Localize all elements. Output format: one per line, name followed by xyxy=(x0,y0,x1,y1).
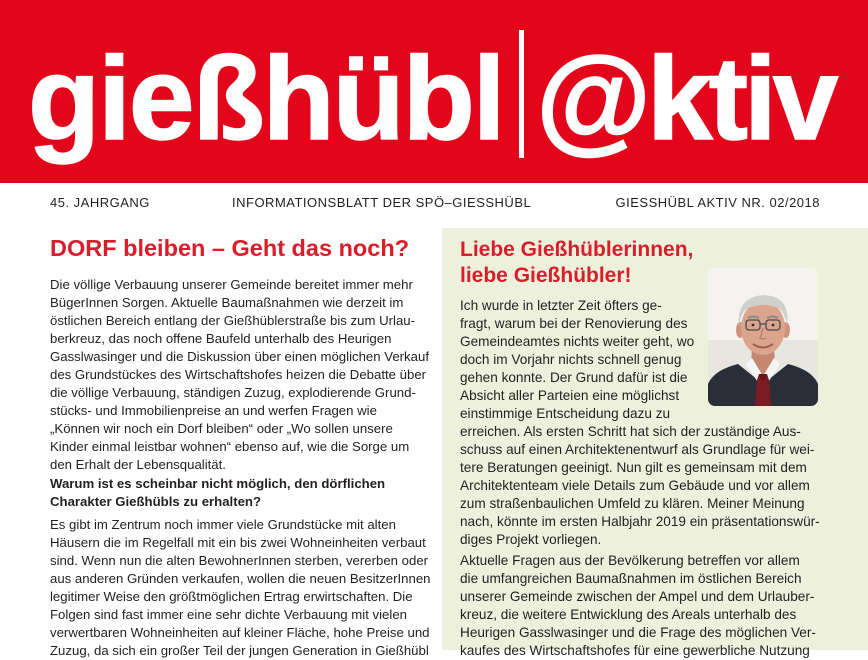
intro-text-line: „Können wir noch ein Dorf bleiben“ oder „Wo sollen unsere xyxy=(50,421,393,436)
letter-text-line: erreichen. Als ersten Schritt hat sich der zuständige Aus- xyxy=(460,424,801,439)
publication-label: INFORMATIONSBLATT DER SPÖ–GIESSHÜBL xyxy=(232,195,532,210)
body-text-line: Es gibt im Zentrum noch immer viele Grundstücke mit alten xyxy=(50,517,396,532)
letter-text-line: doch im Vorjahr nichts schnell genug xyxy=(460,352,682,367)
letter-text-line: fragt, warum bei der Renovierung des xyxy=(460,316,688,331)
body-text-line: legitimer Weise den größtmöglichen Ertrag erwirtschaften. Die xyxy=(50,589,413,604)
logo-divider xyxy=(519,30,524,158)
intro-text-line: des Grundstückes des Wirtschaftshofes heizen die Debatte über xyxy=(50,367,427,382)
article-intro xyxy=(50,276,429,474)
letter-text-line: Heurigen Gasslwasinger und die Frage des möglichen Ver- xyxy=(460,625,816,640)
intro-text-line: Die völlige Verbauung unserer Gemeinde bereitet immer mehr xyxy=(50,277,413,292)
body-text-line: aus anderen Gründen verkaufen, wollen die neuen BesitzerInnen xyxy=(50,571,431,586)
masthead-band xyxy=(0,0,868,183)
letter-text-line: die umfangreichen Baumaßnahmen im östlichen Bereich xyxy=(460,571,802,586)
article-title: DORF bleiben – Geht das noch? xyxy=(50,235,410,261)
letter-text-line: kaufes des Wirtschaftshofes für eine gewerbliche Nutzung xyxy=(460,643,810,658)
letter-paragraph-2 xyxy=(460,552,816,658)
letter-text-line: Aktuelle Fragen aus der Bevölkerung betreffen vor allem xyxy=(460,553,800,568)
letter-text-line: diges Projekt vorliegen. xyxy=(460,532,602,547)
body-text-line: verwertbaren Wohneinheiten auf kleiner Fläche, hohe Preise und xyxy=(50,625,430,640)
intro-text-line: berkreuz, das noch offene Baufeld unterhalb des Heurigen xyxy=(50,331,392,346)
letter-text-line: tere Beratungen geeinigt. Nun gilt es gemeinsam mit dem xyxy=(460,460,807,475)
intro-text-line: stücks- und Immobilienpreise an und werfen Fragen wie xyxy=(50,403,377,418)
letter-text-line: Architektenteam viele Details zum Gebäude und vor allem xyxy=(460,478,810,493)
letter-text-line: nach, könnte im ersten Halbjahr 2019 ein präsentationswür- xyxy=(460,514,820,529)
issue-label: GIESSHÜBL AKTIV NR. 02/2018 xyxy=(615,195,820,210)
letter-text-line: Ich wurde in letzter Zeit öfters ge- xyxy=(460,298,662,313)
greeting-line: liebe Gießhübler! xyxy=(460,264,632,287)
letter-text-line: gehen konnte. Der Grund dafür ist die xyxy=(460,370,688,385)
article-subheading xyxy=(50,475,385,511)
letter-text-line: Absicht aller Parteien eine möglichst xyxy=(460,388,680,403)
logo-text-giesshuebl: gießhübl xyxy=(28,33,504,165)
volume-label: 45. JAHRGANG xyxy=(50,195,150,210)
letter-text-line: einstimmige Entscheidung dazu zu xyxy=(460,406,671,421)
body-text-line: sind. Wenn nun die alten BewohnerInnen sterben, vererben oder xyxy=(50,553,429,568)
intro-text-line: die völlige Verbauung, ständigen Zuzug, explodierende Grund- xyxy=(50,385,416,400)
body-text-line: Zuzug, da sich ein großer Teil der jungen Generation in Gießhübl xyxy=(50,643,429,658)
subheading-line: Warum ist es scheinbar nicht möglich, den dörflichen xyxy=(50,476,386,491)
article-body xyxy=(50,516,431,658)
logo-text-aktiv: @ktiv xyxy=(536,33,835,165)
letter-text-line: unserer Gemeinde zwischen der Ampel und dem Urlauber- xyxy=(460,589,815,604)
greeting-line: Liebe Gießhüblerinnen, xyxy=(460,238,694,261)
subheading-line: Charakter Gießhübls zu erhalten? xyxy=(50,494,262,509)
intro-text-line: Gasslwasinger und die Diskussion über einen möglichen Verkauf xyxy=(50,349,429,364)
letter-text-line: Gemeindeamtes nichts weiter geht, wo xyxy=(460,334,695,349)
letter-text-line: kreuz, die weitere Entwicklung des Areals unterhalb des xyxy=(460,607,797,622)
letter-text-line: zum straßenbaulichen Umfeld zu klären. Meiner Meinung xyxy=(460,496,805,511)
intro-text-line: den Erhalt der Lebensqualität. xyxy=(50,457,226,472)
intro-text-line: Kinder einmal leistbar wohnen“ ebenso auf, wie die Sorge um xyxy=(50,439,410,454)
intro-text-line: BügerInnen Sorgen. Aktuelle Baumaßnahmen wie derzeit im xyxy=(50,295,404,310)
body-text-line: Folgen sind fast immer eine sehr dichte Verbauung mit vielen xyxy=(50,607,407,622)
body-text-line: Häusern die im Regelfall mit ein bis zwei Wohneinheiten verbaut xyxy=(50,535,426,550)
intro-text-line: östlichen Bereich entlang der Gießhüblerstraße bis zum Urlau- xyxy=(50,313,416,328)
letter-text-line: schuss auf einen Architektenentwurf als Grundlage für wei- xyxy=(460,442,815,457)
letter-paragraph-1 xyxy=(460,297,820,549)
